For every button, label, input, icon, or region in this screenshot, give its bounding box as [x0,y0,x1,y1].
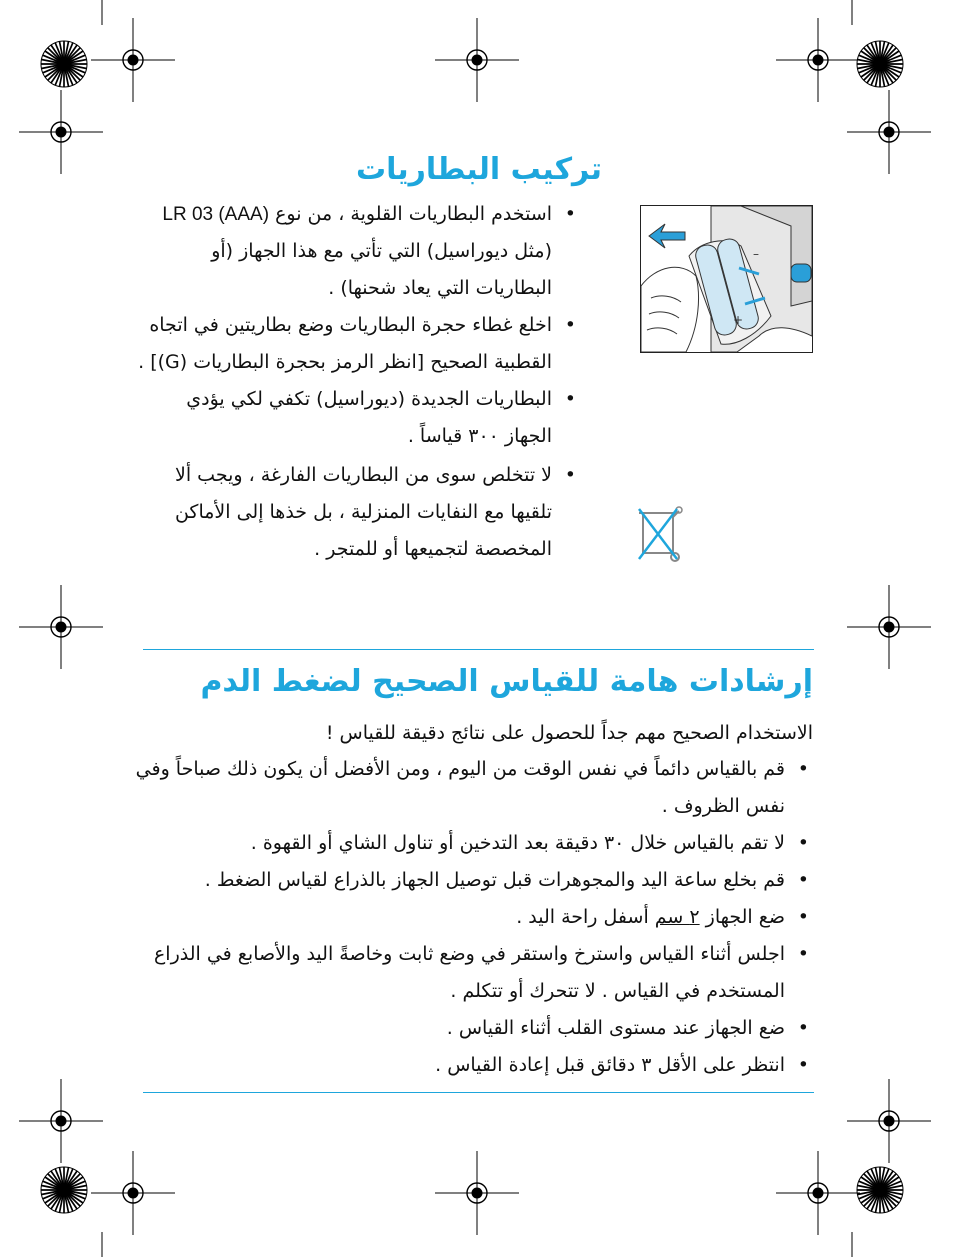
bullet-text: لا تقم بالقياس خلال ٣٠ دقيقة بعد التدخين أو تناول الشاي أو القهوة . [250,832,785,854]
bullet-icon: • [797,906,809,928]
section1-bullet-list [138,196,580,568]
list-item [133,1047,813,1084]
minus-label: – [753,247,759,261]
section-divider [143,649,814,650]
bullet-icon: • [797,758,809,780]
list-item [133,1010,813,1047]
list-item [133,862,813,899]
bullet-text: استخدم البطاريات القلوية ، من نوع [275,203,552,225]
bullet-text: ضع الجهاز عند مستوى القلب أثناء القياس . [446,1017,785,1039]
bullet-icon: • [797,1017,809,1039]
bullet-text: ضع الجهاز [705,906,785,928]
bullet-icon: • [564,464,576,486]
list-item [133,825,813,862]
list-item [138,381,580,455]
bullet-text-continued: (مثل ديوراسيل) التي تأتي مع هذا الجهاز (أو البطاريات التي يعاد شحنها) . [211,240,552,299]
bullet-icon: • [797,1054,809,1076]
bullet-text: اخلع غطاء حجرة البطاريات وضع بطاريتين في اتجاه القطبية الصحيح [انظر الرمز بحجرة البطاريات (G)] . [138,314,552,373]
bullet-icon: • [564,388,576,410]
plus-label: + [733,313,744,327]
section2-bullet-list [133,751,813,1084]
list-item [133,899,813,936]
crossed-out-bin-icon [633,503,685,565]
bullet-text: لا تتخلص سوى من البطاريات الفارغة ، ويجب ألا تلقيها مع النفايات المنزلية ، بل خذها إلى الأماكن المخصصة لتجميعها أو للمتجر . [174,464,552,560]
battery-type-code: LR 03 (AAA) [162,204,270,225]
bullet-icon: • [564,203,576,225]
section2-title: إرشادات هامة للقياس الصحيح لضغط الدم [200,664,813,699]
list-item [133,936,813,1010]
bullet-text: قم بخلع ساعة اليد والمجوهرات قبل توصيل الجهاز بالذراع لقياس الضغط . [204,869,785,891]
battery-insertion-illustration [640,205,813,353]
bullet-text-continued: أسفل راحة اليد . [516,906,649,928]
distance-underlined: ٢ سم [654,906,700,928]
bullet-icon: • [797,869,809,891]
bullet-text: البطاريات الجديدة (ديوراسيل) تكفي لكي يؤدي الجهاز ٣٠٠ قياساً . [186,388,552,447]
section-divider [143,1092,814,1093]
section1-title: تركيب البطاريات [355,152,602,187]
bullet-icon: • [564,314,576,336]
list-item [138,457,580,568]
list-item [138,307,580,381]
bullet-icon: • [797,943,809,965]
bullet-text: اجلس أثناء القياس واسترخ واستقر في وضع ثابت وخاصةً اليد والأصابع في الذراع المستخدم في القياس . لا تتحرك أو تتكلم . [153,943,785,1002]
bullet-text: قم بالقياس دائماً في نفس الوقت من اليوم ، ومن الأفضل أن يكون ذلك صباحاً وفي نفس الظروف . [135,758,785,817]
list-item [133,751,813,825]
bullet-text: انتظر على الأقل ٣ دقائق قبل إعادة القياس . [435,1054,785,1076]
list-item [138,196,580,307]
bullet-icon: • [797,832,809,854]
section2-intro: الاستخدام الصحيح مهم جداً للحصول على نتائج دقيقة للقياس ! [325,722,813,744]
